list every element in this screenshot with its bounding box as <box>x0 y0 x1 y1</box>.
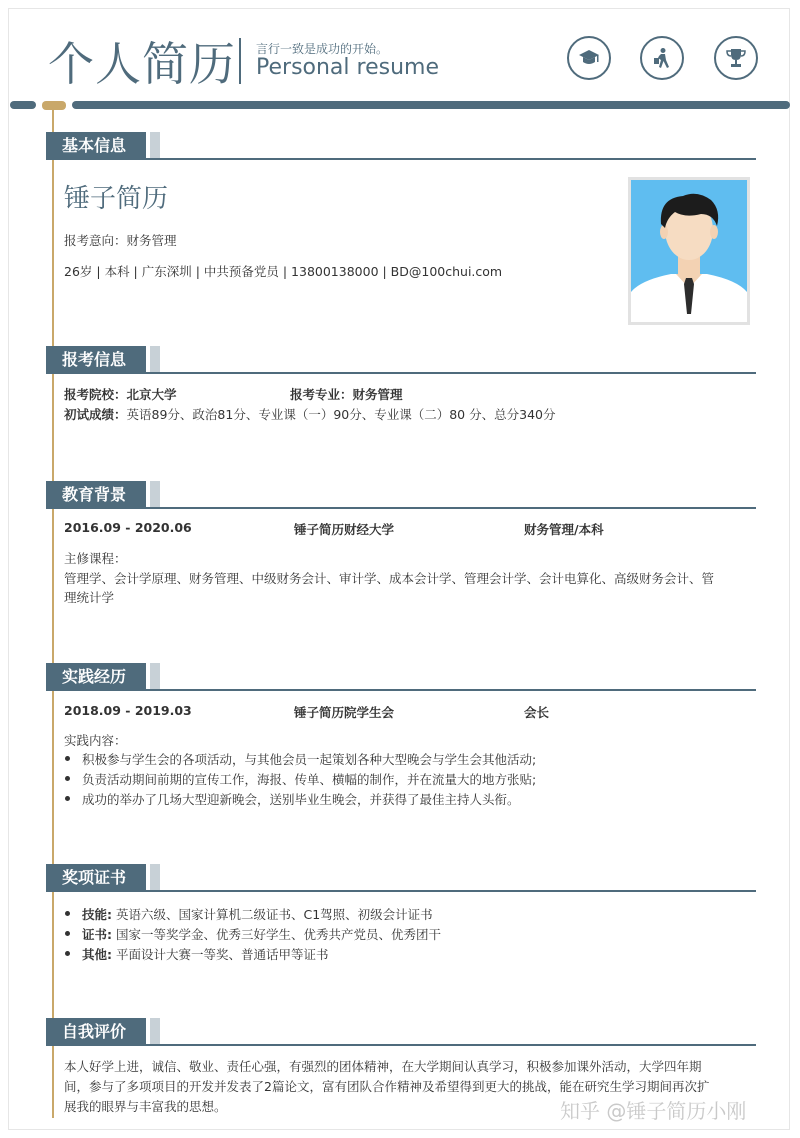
practice-role: 会长 <box>524 705 550 720</box>
exam-major-value: 财务管理 <box>352 387 403 402</box>
section-divider <box>46 158 756 160</box>
apply-intent: 报考意向：财务管理 <box>64 233 177 248</box>
list-item <box>68 790 520 808</box>
exam-score <box>64 405 555 423</box>
profile-photo <box>628 177 750 325</box>
trophy-icon <box>714 36 758 80</box>
section-divider <box>46 372 756 374</box>
education-school: 锤子简历财经大学 <box>294 522 395 537</box>
list-item <box>68 905 433 923</box>
resume-title-en: Personal resume <box>256 55 439 80</box>
section-title: 报考信息 <box>46 346 146 374</box>
list-item-text: 积极参与学生会的各项活动，与其他会员一起策划各种大型晚会与学生会其他活动; <box>82 752 537 767</box>
section-title: 奖项证书 <box>46 864 146 892</box>
section-title: 实践经历 <box>46 663 146 691</box>
exam-major <box>290 385 403 403</box>
header-bar-accent <box>42 101 66 110</box>
practice-org: 锤子简历院学生会 <box>294 705 395 720</box>
list-item <box>68 750 536 768</box>
award-label: 技能: <box>82 907 112 922</box>
practice-content-label: 实践内容： <box>64 733 127 748</box>
list-item <box>68 945 329 963</box>
exam-school-label: 报考院校： <box>64 387 127 402</box>
section-divider <box>46 689 756 691</box>
exam-school <box>64 385 177 403</box>
award-label: 证书: <box>82 927 112 942</box>
award-label: 其他: <box>82 947 112 962</box>
practice-period: 2018.09 - 2019.03 <box>64 703 192 718</box>
section-tab-tail <box>150 864 160 892</box>
exam-major-label: 报考专业： <box>290 387 353 402</box>
section-divider <box>46 1044 756 1046</box>
education-degree: 财务管理/本科 <box>524 522 604 537</box>
section-tab-tail <box>150 663 160 691</box>
section-divider <box>46 890 756 892</box>
graduation-cap-icon <box>567 36 611 80</box>
timeline-line <box>52 110 54 1118</box>
award-text: 英语六级、国家计算机二级证书、C1驾照、初级会计证书 <box>115 907 433 922</box>
education-period: 2016.09 - 2020.06 <box>64 520 192 535</box>
self-eval-line: 本人好学上进，诚信、敬业、责任心强，有强烈的团体精神，在大学期间认真学习，积极参加课外活动，大学四年期 <box>64 1059 702 1074</box>
list-item-text: 成功的举办了几场大型迎新晚会，送别毕业生晚会，并获得了最佳主持人头衔。 <box>82 792 520 807</box>
self-eval-line: 间，参与了多项项目的开发并发表了2篇论文，富有团队合作精神及希望得到更大的挑战，能在研究生学习期间再次扩 <box>64 1079 710 1094</box>
courses-label: 主修课程： <box>64 551 127 566</box>
section-title: 基本信息 <box>46 132 146 160</box>
section-tab-tail <box>150 1018 160 1046</box>
award-text: 平面设计大赛一等奖、普通话甲等证书 <box>115 947 329 962</box>
slogan: 言行一致是成功的开始。 <box>256 42 389 56</box>
personal-details: 26岁 | 本科 | 广东深圳 | 中共预备党员 | 13800138000 | BD@100chui.com <box>64 264 503 279</box>
list-item-text: 负责活动期间前期的宣传工作，海报、传单、横幅的制作，并在流量大的地方张贴; <box>82 772 537 787</box>
header-bar-left <box>10 101 36 109</box>
list-item <box>68 925 441 943</box>
section-title: 自我评价 <box>46 1018 146 1046</box>
exam-school-value: 北京大学 <box>126 387 177 402</box>
candidate-name: 锤子简历 <box>64 184 169 214</box>
courses-line: 管理学、会计学原理、财务管理、中级财务会计、审计学、成本会计学、管理会计学、会计电算化、高级财务会计、管 <box>64 571 715 586</box>
exam-score-label: 初试成绩： <box>64 407 127 422</box>
courses-line: 理统计学 <box>64 590 115 605</box>
section-tab-tail <box>150 132 160 160</box>
walking-person-icon <box>640 36 684 80</box>
watermark: 知乎 @锤子简历小刚 <box>560 1099 747 1123</box>
section-tab-tail <box>150 481 160 509</box>
title-divider <box>239 38 241 84</box>
resume-title: 个人简历 <box>48 37 236 91</box>
section-tab-tail <box>150 346 160 374</box>
award-text: 国家一等奖学金、优秀三好学生、优秀共产党员、优秀团干 <box>115 927 441 942</box>
self-eval-line: 展我的眼界与丰富我的思想。 <box>64 1099 227 1114</box>
list-item <box>68 770 536 788</box>
section-divider <box>46 507 756 509</box>
header-bar <box>72 101 790 109</box>
section-title: 教育背景 <box>46 481 146 509</box>
exam-score-value: 英语89分、政治81分、专业课（一）90分、专业课（二）80 分、总分340分 <box>126 407 556 422</box>
